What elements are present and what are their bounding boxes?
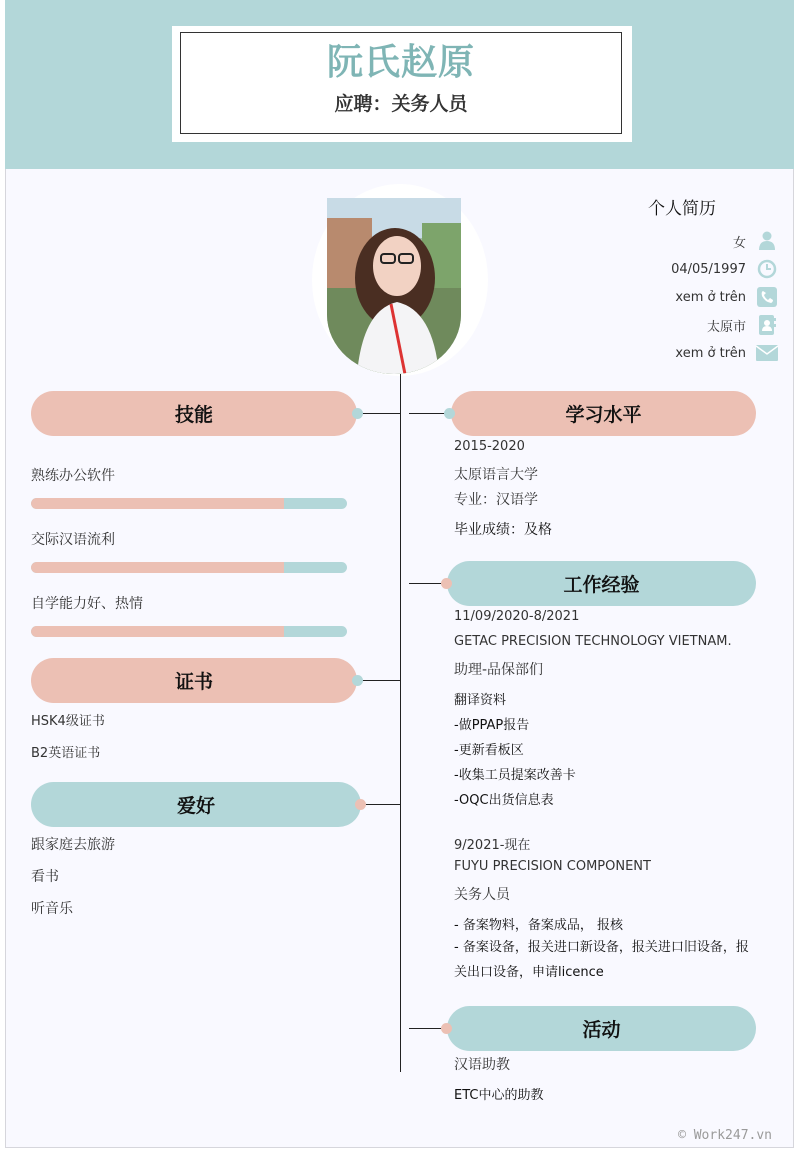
education-dot xyxy=(444,408,455,419)
certificate-item: B2英语证书 xyxy=(31,746,101,761)
candidate-name: 阮氏赵原 xyxy=(326,42,475,83)
skill-bar xyxy=(31,498,347,509)
envelope-icon xyxy=(756,343,778,363)
gender-value: 女 xyxy=(732,235,746,251)
job-period: 11/09/2020-8/2021 xyxy=(454,609,580,624)
education-period: 2015-2020 xyxy=(454,439,525,454)
profile-photo xyxy=(327,198,461,374)
skill-label: 熟练办公软件 xyxy=(31,468,115,484)
job-period: 9/2021-现在 xyxy=(454,838,531,853)
phone-row xyxy=(518,286,778,308)
skill-bar xyxy=(31,562,347,573)
job-duty: -更新看板区 xyxy=(454,743,524,758)
skill-label: 自学能力好、热情 xyxy=(31,596,143,612)
email-value: xem ở trên xyxy=(675,345,746,361)
address-value: 太原市 xyxy=(706,319,746,335)
timeline-line xyxy=(400,374,401,1072)
job-duty: -做PPAP报告 xyxy=(454,718,530,733)
activity-item: 汉语助教 xyxy=(454,1057,510,1073)
user-icon xyxy=(756,231,778,251)
personal-info-title: 个人简历 xyxy=(648,199,716,219)
skill-bar-fill xyxy=(31,562,284,573)
birthdate-row xyxy=(518,258,778,280)
certificate-item: HSK4级证书 xyxy=(31,714,105,729)
phone-icon xyxy=(756,287,778,307)
hobby-item: 看书 xyxy=(31,869,59,885)
skills-dot xyxy=(352,408,363,419)
skill-bar-fill xyxy=(31,498,284,509)
email-row xyxy=(518,342,778,364)
clock-icon xyxy=(756,259,778,279)
job-duty: -OQC出货信息表 xyxy=(454,793,554,808)
certificates-heading: 证书 xyxy=(31,658,357,703)
job-duty: -收集工员提案改善卡 xyxy=(454,768,576,783)
activities-dot xyxy=(441,1023,452,1034)
work-dot xyxy=(441,578,452,589)
skills-connector xyxy=(358,413,400,414)
education-heading: 学习水平 xyxy=(451,391,756,436)
job-position: 关务人员 xyxy=(454,887,510,903)
applying-position: 应聘：关务人员 xyxy=(334,93,468,115)
skills-heading: 技能 xyxy=(31,391,357,436)
education-school: 太原语言大学 xyxy=(454,467,538,483)
job-company: GETAC PRECISION TECHNOLOGY VIETNAM. xyxy=(454,634,732,649)
skill-label: 交际汉语流利 xyxy=(31,532,115,548)
job-duty: - 备案物料，备案成品， 报核 xyxy=(454,918,623,933)
hobbies-dot xyxy=(355,799,366,810)
job-position: 助理-品保部们 xyxy=(454,662,544,678)
certificates-connector xyxy=(358,680,400,681)
education-major: 专业：汉语学 xyxy=(454,492,538,508)
job-duty: 翻译资料 xyxy=(454,693,507,708)
name-card xyxy=(172,26,632,142)
certificates-dot xyxy=(352,675,363,686)
activity-item: ETC中心的助教 xyxy=(454,1088,544,1103)
job-duty: - 备案设备，报关进口新设备，报关进口旧设备，报关出口设备，申请licence xyxy=(454,940,749,980)
activities-heading: 活动 xyxy=(447,1006,756,1051)
address-row xyxy=(518,314,778,336)
job-company: FUYU PRECISION COMPONENT xyxy=(454,859,651,874)
address-book-icon xyxy=(756,315,778,335)
phone-value: xem ở trên xyxy=(675,289,746,305)
skill-bar xyxy=(31,626,347,637)
hobby-item: 跟家庭去旅游 xyxy=(31,837,115,853)
education-grade: 毕业成绩：及格 xyxy=(454,522,552,538)
hobbies-heading: 爱好 xyxy=(31,782,361,827)
gender-row xyxy=(518,230,778,252)
birthdate-value: 04/05/1997 xyxy=(671,261,746,277)
watermark-footer: © Work247.vn xyxy=(678,1128,772,1143)
work-heading: 工作经验 xyxy=(447,561,756,606)
name-card-frame xyxy=(180,32,622,134)
skill-bar-fill xyxy=(31,626,284,637)
hobby-item: 听音乐 xyxy=(31,901,73,917)
